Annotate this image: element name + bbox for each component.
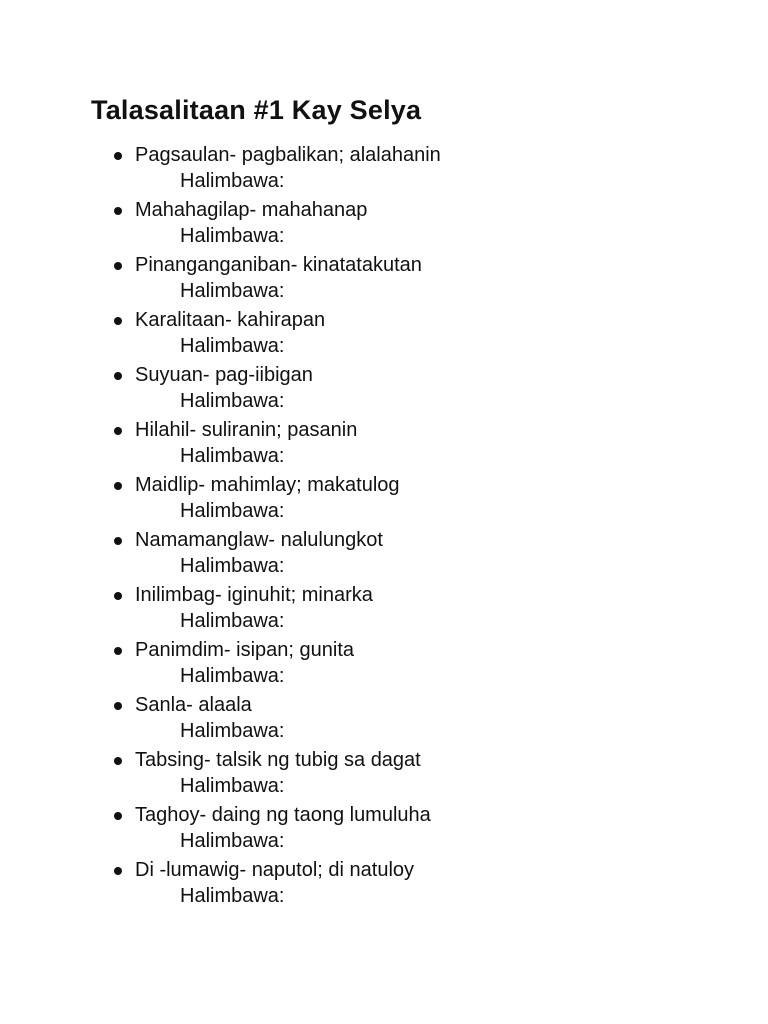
vocab-item (0, 196, 768, 251)
term-line (135, 471, 400, 499)
term-line (135, 141, 441, 169)
term: Panimdim (135, 639, 224, 661)
term-separator: - (268, 529, 281, 551)
bullet-icon (114, 372, 122, 380)
definition: mahahanap (261, 199, 368, 221)
term: Tabsing (135, 749, 204, 771)
bullet-icon (114, 702, 122, 710)
bullet-icon (114, 757, 122, 765)
term: Pinanganganiban (135, 254, 291, 276)
term-line (135, 361, 313, 389)
vocabulary-list (0, 141, 768, 911)
term-separator: - (223, 639, 237, 661)
vocab-item (0, 636, 768, 691)
bullet-icon (114, 482, 122, 490)
definition: pagbalikan; alalahanin (241, 144, 441, 166)
term-line (135, 416, 357, 444)
example-label: Halimbawa: (180, 885, 285, 907)
term-separator: - (225, 309, 238, 331)
bullet-icon (114, 152, 122, 160)
term: Taghoy (135, 804, 200, 826)
term-line (135, 801, 431, 829)
term-line (135, 636, 354, 664)
term: Maidlip (135, 474, 199, 496)
term-separator: - (186, 694, 199, 716)
term: Sanla (135, 694, 187, 716)
example-label: Halimbawa: (180, 555, 285, 577)
vocab-item (0, 471, 768, 526)
vocab-item (0, 581, 768, 636)
term: Hilahil (135, 419, 190, 441)
bullet-icon (114, 592, 122, 600)
term-separator: - (229, 144, 242, 166)
definition: alaala (198, 694, 252, 716)
example-label: Halimbawa: (180, 280, 285, 302)
bullet-icon (114, 262, 122, 270)
term-line (135, 581, 373, 609)
bullet-icon (114, 207, 122, 215)
definition: nalulungkot (280, 529, 383, 551)
vocab-item (0, 526, 768, 581)
term-line (135, 251, 422, 279)
definition: isipan; gunita (236, 639, 355, 661)
bullet-icon (114, 537, 122, 545)
term: Di -lumawig (135, 859, 240, 881)
term-separator: - (189, 419, 202, 441)
term-separator: - (203, 749, 217, 771)
vocab-item (0, 856, 768, 911)
page-title: Talasalitaan #1 Kay Selya (91, 95, 422, 125)
bullet-icon (114, 812, 122, 820)
vocab-item (0, 801, 768, 856)
definition: daing ng taong lumuluha (211, 804, 431, 826)
term-separator: - (199, 804, 212, 826)
example-label: Halimbawa: (180, 445, 285, 467)
example-label: Halimbawa: (180, 610, 285, 632)
example-label: Halimbawa: (180, 500, 285, 522)
vocab-item (0, 691, 768, 746)
bullet-icon (114, 427, 122, 435)
bullet-icon (114, 867, 122, 875)
definition: naputol; di natuloy (251, 859, 415, 881)
term-line (135, 526, 383, 554)
term: Suyuan (135, 364, 203, 386)
term-line (135, 691, 252, 719)
term-line (135, 306, 325, 334)
term-separator: - (215, 584, 228, 606)
term-separator: - (202, 364, 216, 386)
term-separator: - (290, 254, 303, 276)
vocab-item (0, 251, 768, 306)
term-line (135, 196, 367, 224)
definition: kinatatakutan (302, 254, 422, 276)
term: Pagsaulan (135, 144, 230, 166)
definition: suliranin; pasanin (201, 419, 358, 441)
term: Karalitaan (135, 309, 226, 331)
bullet-icon (114, 647, 122, 655)
vocab-item (0, 141, 768, 196)
term: Inilimbag (135, 584, 216, 606)
definition: pag-iibigan (215, 364, 313, 386)
definition: mahimlay; makatulog (210, 474, 400, 496)
vocab-item (0, 416, 768, 471)
term-line (135, 746, 421, 774)
bullet-icon (114, 317, 122, 325)
term: Mahahagilap (135, 199, 250, 221)
vocab-item (0, 306, 768, 361)
term-separator: - (249, 199, 262, 221)
example-label: Halimbawa: (180, 335, 285, 357)
term-separator: - (239, 859, 252, 881)
example-label: Halimbawa: (180, 720, 285, 742)
example-label: Halimbawa: (180, 225, 285, 247)
term: Namamanglaw (135, 529, 269, 551)
example-label: Halimbawa: (180, 390, 285, 412)
definition: kahirapan (237, 309, 326, 331)
example-label: Halimbawa: (180, 665, 285, 687)
definition: iginuhit; minarka (227, 584, 373, 606)
vocab-item (0, 361, 768, 416)
example-label: Halimbawa: (180, 170, 285, 192)
term-separator: - (198, 474, 211, 496)
term-line (135, 856, 414, 884)
example-label: Halimbawa: (180, 830, 285, 852)
definition: talsik ng tubig sa dagat (216, 749, 421, 771)
example-label: Halimbawa: (180, 775, 285, 797)
vocab-item (0, 746, 768, 801)
